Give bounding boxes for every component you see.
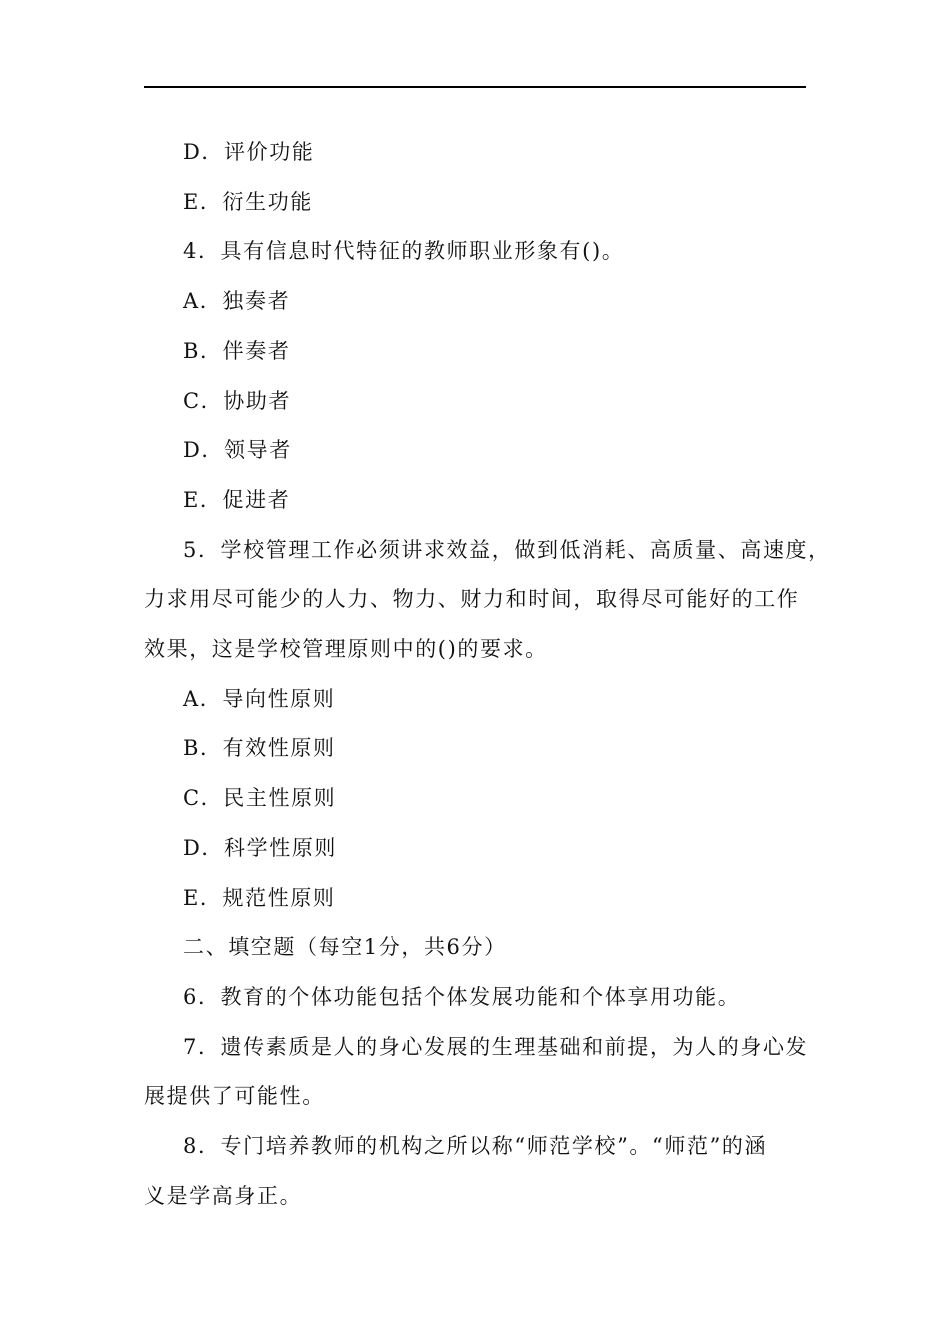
q4-option-d: D．领导者: [183, 438, 292, 463]
q5-option-c: C．民主性原则: [183, 786, 337, 811]
question-7-line-1: 7．遗传素质是人的身心发展的生理基础和前提，为人的身心发: [183, 1034, 809, 1059]
question-5-line-3: 效果，这是学校管理原则中的()的要求。: [144, 637, 548, 662]
option-e-line: E．衍生功能: [183, 189, 313, 214]
q4-option-b: B．伴奏者: [183, 338, 291, 363]
q4-option-a: A．独奏者: [183, 289, 291, 314]
question-5-line-1: 5．学校管理工作必须讲求效益，做到低消耗、高质量、高速度，: [183, 537, 831, 562]
document-body: [144, 128, 831, 1221]
question-5-line-2: 力求用尽可能少的人力、物力、财力和时间，取得尽可能好的工作: [144, 587, 800, 612]
question-6: 6．教育的个体功能包括个体发展功能和个体享用功能。: [183, 984, 741, 1009]
q4-option-c: C．协助者: [183, 388, 292, 413]
question-8-line-1: 8．专门培养教师的机构之所以称“师范学校”。“师范”的涵: [183, 1134, 768, 1159]
header-rule: [144, 86, 806, 88]
option-d-line: D．评价功能: [183, 140, 315, 164]
q5-option-e: E．规范性原则: [183, 885, 336, 910]
question-8-line-2: 义是学高身正。: [144, 1183, 303, 1208]
q5-option-d: D．科学性原则: [183, 835, 338, 860]
section-heading-fill-in: 二、填空题（每空1分，共6分）: [183, 935, 507, 960]
q4-option-e: E．促进者: [183, 487, 291, 512]
question-7-line-2: 展提供了可能性。: [144, 1084, 325, 1109]
q5-option-b: B．有效性原则: [183, 736, 336, 761]
q5-option-a: A．导向性原则: [183, 686, 336, 711]
question-4: 4．具有信息时代特征的教师职业形象有()。: [183, 239, 625, 264]
